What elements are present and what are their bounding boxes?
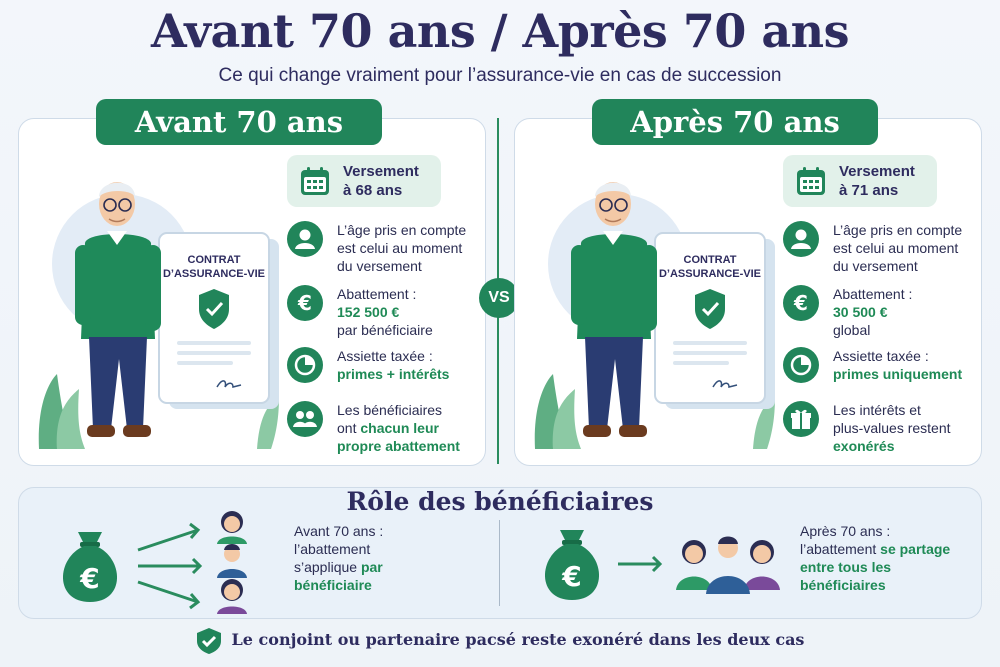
footer-text: Le conjoint ou partenaire pacsé reste exonéré dans les deux cas: [231, 630, 805, 649]
calendar-icon: [795, 165, 827, 197]
role-before-line2: l’abattement: [294, 541, 371, 557]
euro-symbol: €: [80, 562, 100, 595]
person-icon: [783, 221, 819, 257]
role-before-line3-green: par: [360, 559, 383, 575]
abatement-scope: par bénéficiaire: [337, 322, 433, 338]
tax-base-label: Assiette taxée :: [337, 348, 433, 364]
tax-base-label: Assiette taxée :: [833, 348, 929, 364]
badge-line2: à 68 ans: [343, 182, 403, 199]
abatement-label: Abattement :: [337, 286, 417, 302]
role-after-line3: entre tous les: [800, 559, 892, 575]
arrow-icons: [138, 524, 200, 608]
abatement-value: 30 500 €: [833, 304, 888, 320]
role-before-line3-plain: s’applique: [294, 559, 361, 575]
euro-icon: [287, 285, 323, 321]
after-distribution-graphic: [530, 520, 790, 600]
role-after-line4: bénéficiaires: [800, 577, 886, 593]
contract-title-line1: CONTRAT: [683, 254, 737, 266]
role-before-line4: bénéficiaire: [294, 577, 372, 593]
role-before-text: [294, 522, 383, 594]
panel-before-70: [18, 105, 486, 466]
interest-line2: plus-values restent: [833, 420, 951, 436]
badge-line1: Versement: [839, 163, 915, 180]
age-badge-before: [287, 155, 441, 207]
contract-title-line1: CONTRAT: [187, 254, 241, 266]
svg-text:€: €: [794, 291, 808, 315]
contract-document: [655, 233, 775, 409]
panel-header-after: Après 70 ans: [592, 99, 878, 145]
benef-line3: propre abattement: [337, 438, 460, 454]
age-line3: du versement: [833, 258, 918, 274]
beneficiary-man-icon: [217, 544, 247, 578]
group-icon: [287, 401, 323, 437]
gift-icon: [783, 401, 819, 437]
tax-base-value: primes uniquement: [833, 366, 963, 382]
calendar-icon: [299, 165, 331, 197]
interest-line3: exonérés: [833, 438, 895, 454]
age-badge-after: [783, 155, 937, 207]
role-after-heading: Après 70 ans :: [800, 523, 891, 539]
benef-line2-green: chacun leur: [360, 420, 439, 436]
panel-after-70: [514, 105, 982, 466]
shield-check-icon: [196, 627, 222, 655]
beneficiary-woman-icon: [217, 579, 247, 614]
contract-document: [159, 233, 279, 409]
role-after-line2-green: se partage: [880, 541, 951, 557]
age-line2: est celui au moment: [337, 240, 463, 256]
role-after-text: [800, 522, 950, 594]
money-bag-icon: [63, 532, 117, 602]
pie-chart-icon: [287, 347, 323, 383]
benef-line2-plain: ont: [337, 420, 361, 436]
badge-line2: à 71 ans: [839, 182, 899, 199]
money-bag-icon: [545, 530, 599, 600]
roles-divider: [499, 520, 500, 606]
abatement-value: 152 500 €: [337, 304, 400, 320]
roles-title: Rôle des bénéficiaires: [346, 487, 654, 516]
vs-badge: VS: [479, 278, 519, 318]
age-line1: L’âge pris en compte: [833, 222, 963, 238]
badge-line1: Versement: [343, 163, 419, 180]
age-line2: est celui au moment: [833, 240, 959, 256]
subtitle: Ce qui change vraiment pour l’assurance-vie en cas de succession: [218, 65, 782, 86]
pie-chart-icon: [783, 347, 819, 383]
abatement-scope: global: [833, 322, 871, 338]
euro-icon: [783, 285, 819, 321]
abatement-label: Abattement :: [833, 286, 913, 302]
euro-symbol: €: [562, 560, 582, 593]
interest-line1: Les intérêts et: [833, 402, 921, 418]
arrow-icon: [618, 557, 660, 571]
beneficiary-woman-icon: [217, 511, 247, 544]
before-distribution-graphic: [50, 510, 270, 616]
person-icon: [287, 221, 323, 257]
panel-header-before: Avant 70 ans: [96, 99, 382, 145]
tax-base-value: primes + intérêts: [337, 366, 450, 382]
svg-text:€: €: [298, 291, 312, 315]
contract-title-line2: D’ASSURANCE-VIE: [658, 268, 762, 280]
beneficiary-group-icon: [676, 537, 780, 595]
contract-title-line2: D’ASSURANCE-VIE: [162, 268, 266, 280]
role-after-line2-plain: l’abattement: [800, 541, 881, 557]
role-before-heading: Avant 70 ans :: [294, 523, 384, 539]
age-line1: L’âge pris en compte: [337, 222, 467, 238]
senior-with-contract-illustration: [27, 159, 287, 459]
senior-with-contract-illustration: [523, 159, 783, 459]
footer-note: [0, 626, 1000, 655]
benef-line1: Les bénéficiaires: [337, 402, 443, 418]
age-line3: du versement: [337, 258, 422, 274]
main-title: Avant 70 ans / Après 70 ans: [150, 4, 850, 58]
